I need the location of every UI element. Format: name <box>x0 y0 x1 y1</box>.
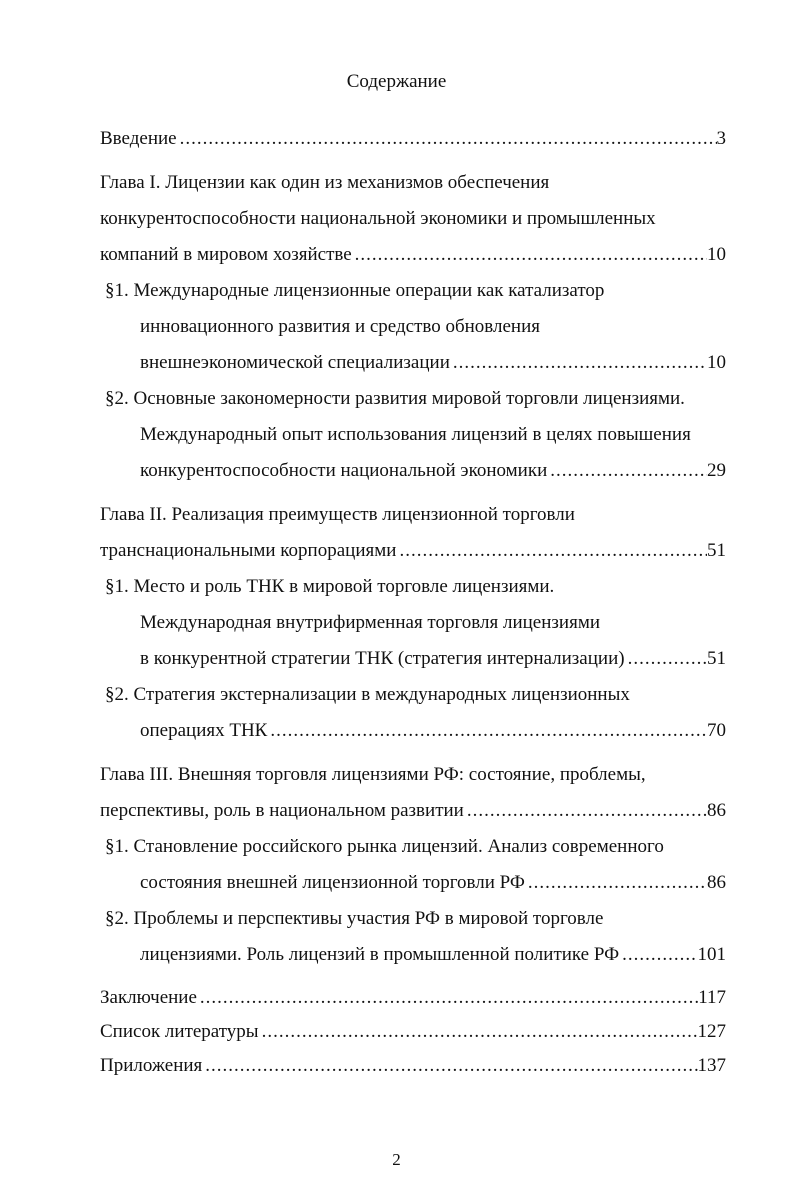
toc-entry-chapter-2-section-2[interactable] <box>100 677 726 749</box>
dot-leader <box>259 1015 698 1049</box>
toc-entry-text: перспективы, роль в национальном развитии <box>100 800 464 821</box>
toc-entry-text: Глава II. Реализация преимуществ лицензионной торговли <box>100 504 575 525</box>
toc-entry-text: Глава I. Лицензии как один из механизмов обеспечения <box>100 172 550 193</box>
toc-entry-text: лицензиями. Роль лицензий в промышленной политике РФ <box>140 944 620 965</box>
toc-entry-text: Международная внутрифирменная торговля лицензиями <box>140 612 601 633</box>
dot-leader <box>267 713 707 749</box>
toc-entry-text: конкурентоспособности национальной экономики <box>140 460 548 481</box>
toc-entry-text: Введение <box>100 128 177 149</box>
dot-leader <box>619 937 697 973</box>
dot-leader <box>625 641 707 677</box>
toc-entry-chapter-1-section-2[interactable] <box>100 381 726 489</box>
toc-page-number: 70 <box>707 720 726 741</box>
toc-page-number: 117 <box>698 987 726 1008</box>
toc-entry-chapter-1-section-1[interactable] <box>100 273 726 381</box>
toc-entry-text: компаний в мировом хозяйстве <box>100 244 352 265</box>
toc-entry-text: §2. Стратегия экстернализации в международных лицензионных <box>105 684 630 705</box>
toc-entry-chapter-3-section-2[interactable] <box>100 901 726 973</box>
toc-entry-text: §1. Становление российского рынка лицензий. Анализ современного <box>105 836 664 857</box>
toc-entry-text: конкурентоспособности национальной экономики и промышленных <box>100 208 656 229</box>
toc-entry-chapter-1[interactable] <box>100 165 726 273</box>
toc-entry-conclusion[interactable] <box>100 981 726 1015</box>
dot-leader <box>197 981 698 1015</box>
dot-leader <box>525 865 707 901</box>
toc-entry-text: операциях ТНК <box>140 720 268 741</box>
toc-page-number: 10 <box>707 244 726 265</box>
toc-page-number: 127 <box>697 1021 726 1042</box>
toc-entry-text: состояния внешней лицензионной торговли РФ <box>140 872 525 893</box>
dot-leader <box>547 453 707 489</box>
toc-entry-text: Приложения <box>100 1055 203 1076</box>
toc-page-number: 101 <box>697 944 726 965</box>
toc-entry-appendices[interactable] <box>100 1049 726 1083</box>
toc-entry-text: §1. Место и роль ТНК в мировой торговле лицензиями. <box>105 576 555 597</box>
toc-entry-text: транснациональными корпорациями <box>100 540 397 561</box>
toc-entry-chapter-3-section-1[interactable] <box>100 829 726 901</box>
toc-page-number: 29 <box>707 460 726 481</box>
toc-entry-text: §1. Международные лицензионные операции как катализатор <box>105 280 605 301</box>
page-number: 2 <box>392 1150 401 1169</box>
toc-entry-chapter-2-section-1[interactable] <box>100 569 726 677</box>
toc-page-number: 3 <box>716 128 726 149</box>
toc-entry-text: §2. Основные закономерности развития мировой торговли лицензиями. <box>105 388 685 409</box>
toc-page-number: 86 <box>707 800 726 821</box>
toc-entry-intro[interactable] <box>100 121 726 157</box>
toc-entry-text: Международный опыт использования лицензий в целях повышения <box>140 424 691 445</box>
toc-entry-text: инновационного развития и средство обновления <box>140 316 541 337</box>
toc-entry-chapter-3[interactable] <box>100 757 726 829</box>
toc-entry-text: в конкурентной стратегии ТНК (стратегия интернализации) <box>140 648 625 669</box>
toc-entry-text: Список литературы <box>100 1021 259 1042</box>
toc-page-number: 86 <box>707 872 726 893</box>
dot-leader <box>396 533 707 569</box>
toc-entry-text: Глава III. Внешняя торговля лицензиями РФ: состояние, проблемы, <box>100 764 646 785</box>
dot-leader <box>450 345 707 381</box>
dot-leader <box>352 237 707 273</box>
toc-page-number: 51 <box>707 540 726 561</box>
table-of-contents <box>100 121 726 1083</box>
toc-entry-text: Заключение <box>100 987 197 1008</box>
toc-entry-text: §2. Проблемы и перспективы участия РФ в мировой торговле <box>105 908 604 929</box>
toc-page-number: 10 <box>707 352 726 373</box>
toc-page-number: 137 <box>697 1055 726 1076</box>
toc-entry-chapter-2[interactable] <box>100 497 726 569</box>
toc-entry-text: внешнеэкономической специализации <box>140 352 450 373</box>
dot-leader <box>202 1049 697 1083</box>
dot-leader <box>464 793 707 829</box>
dot-leader <box>177 121 717 157</box>
toc-entry-references[interactable] <box>100 1015 726 1049</box>
toc-page-number: 51 <box>707 648 726 669</box>
page-title: Содержание <box>346 71 447 92</box>
